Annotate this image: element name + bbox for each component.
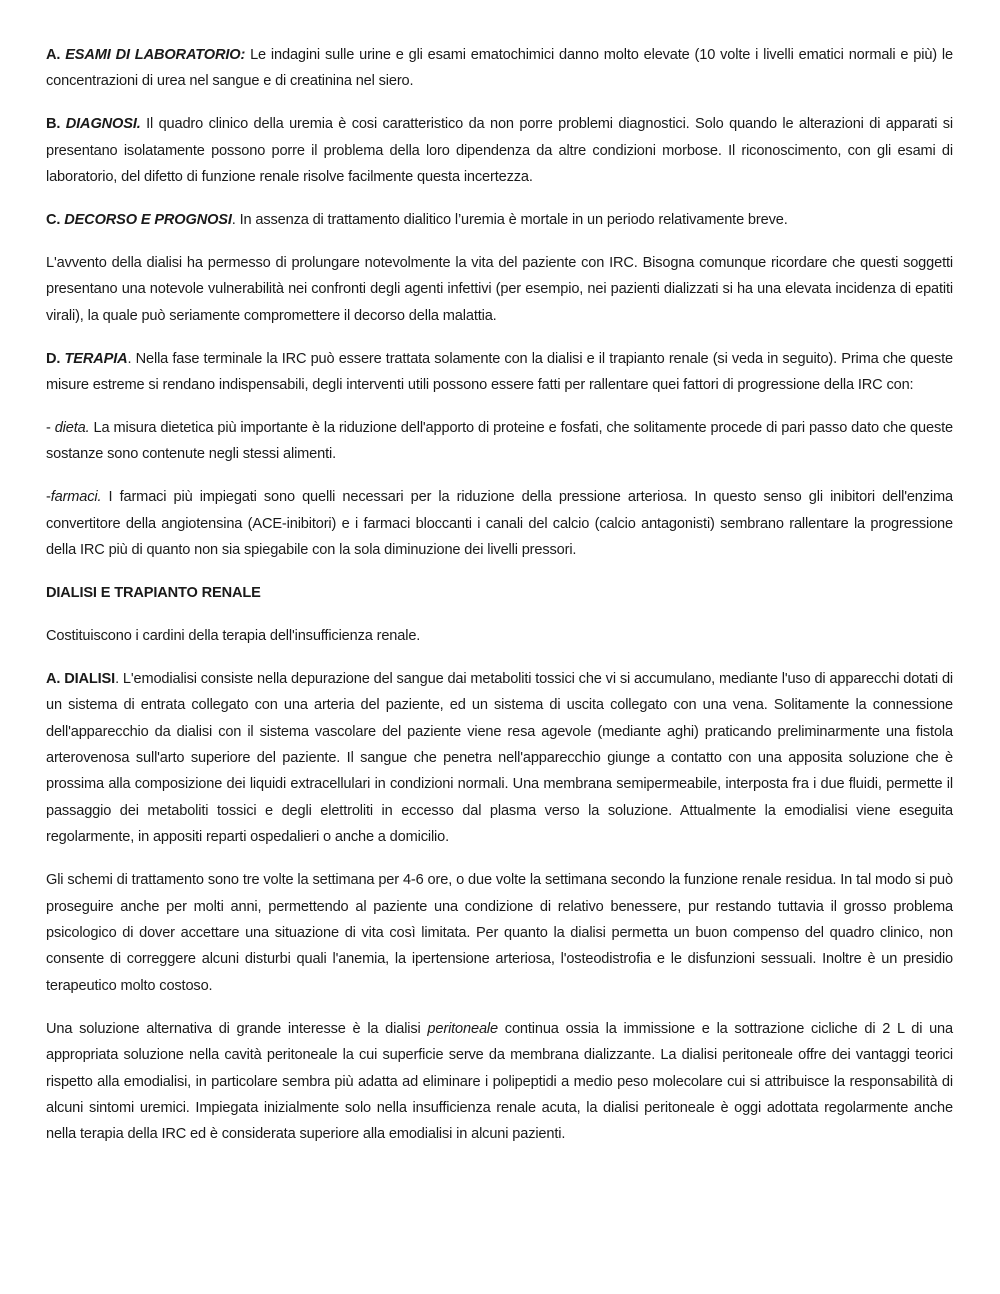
document-page [46, 42, 953, 1164]
section-title: TERAPIA [64, 350, 128, 367]
paragraph-terapia [46, 346, 953, 399]
paragraph-text: Gli schemi di trattamento sono tre volte la settimana per 4-6 ore, o due volte la settimana secondo la funzione renale residua. In tal modo si può proseguire anche per molti anni, permettendo al paziente una condizione di relativo benessere, pur restando tuttavia il grosso problema psicologico di dover accettare una situazione di vita così limitata. Per quanto la dialisi permetta un buon compenso del quadro clinico, non consente di correggere alcuni disturbi quali l'anemia, la ipertensione arteriosa, l'osteodistrofia e le disfunzioni sessuali. Inoltre è un presidio terapeutico molto costoso. [46, 872, 953, 994]
section-letter: A. [46, 47, 61, 63]
paragraph-text: Il quadro clinico della uremia è cosi caratteristico da non porre problemi diagnostici. Solo quando le alterazioni di apparati si presentano isolatamente possono porre il problema della loro dipendenza da altre condizioni morbose. Il riconoscimento, con gli esami di laboratorio, del difetto di funzione renale risolve facilmente questa incertezza. [46, 116, 954, 186]
paragraph-dialisi [46, 666, 953, 851]
paragraph-decorso-prognosi [46, 207, 953, 233]
section-letter: C. [46, 212, 61, 229]
paragraph-text: Costituiscono i cardini della terapia dell'insufficienza renale. [46, 627, 421, 644]
list-item-dieta [46, 415, 953, 468]
paragraph-avvento-dialisi [46, 250, 953, 329]
paragraph-text: Una soluzione alternativa di grande interesse è la dialisi [46, 1020, 428, 1037]
list-prefix: - [46, 419, 55, 436]
paragraph-dialisi-peritoneale [46, 1016, 953, 1148]
paragraph-text: L'avvento della dialisi ha permesso di prolungare notevolmente la vita del paziente con IRC. Bisogna comunque ricordare che questi soggetti presentano una notevole vulnerabilità nei confronti degli agenti infettivi (per esempio, nei pazienti dializzati si ha una elevata incidenza di epatiti virali), la quale può seriamente compromettere il decorso della malattia. [46, 254, 953, 324]
paragraph-esami-laboratorio [46, 42, 953, 95]
list-item-label: dieta. [54, 419, 90, 436]
emphasis-peritoneale: peritoneale [427, 1020, 498, 1037]
section-title: DIAGNOSI. [65, 116, 141, 133]
paragraph-text: Le indagini sulle urine e gli esami ematochimici danno molto elevate (10 volte i livelli ematici normali e più) le concentrazioni di urea nel sangue e di creatinina nel siero. [46, 47, 953, 90]
list-prefix: - [46, 489, 51, 506]
paragraph-text: . L'emodialisi consiste nella depurazione del sangue dai metaboliti tossici che vi si accumulano, mediante l'uso di apparecchi dotati di un sistema di entrata collegato con una arteria del paziente, ed un sistema di uscita collegato con una vena. Solitamente la connessione dell'apparecchio da dialisi con il sistema vascolare del paziente viene resa agevole (mediante aghi) praticando preliminarmente una fistola arterovenosa sull'arto superiore del paziente. Il sangue che penetra nell'apparecchio giunge a contatto con una apposita soluzione che è prossima alla composizione dei liquidi extracellulari in condizioni normali. Una membrana semipermeabile, interposta fra i due fluidi, permette il passaggio dei metaboliti tossici e degli elettroliti in eccesso dal plasma verso la soluzione. Attualmente la emodialisi viene eseguita regolarmente, in appositi reparti ospedalieri o anche a domicilio. [46, 670, 954, 846]
section-title: A. DIALISI [46, 670, 116, 687]
paragraph-text: I farmaci più impiegati sono quelli necessari per la riduzione della pressione arteriosa. In questo senso gli inibitori dell'enzima convertitore della angiotensina (ACE-inibitori) e i farmaci bloccanti i canali del calcio (calcio antagonisti) sembrano rallentare la progressione della IRC più di quanto non sia spiegabile con la sola diminuzione dei livelli pressori. [46, 489, 953, 559]
list-item-label: farmaci. [50, 489, 102, 506]
section-heading-dialisi-trapianto: DIALISI E TRAPIANTO RENALE [46, 585, 261, 601]
paragraph-text: La misura dietetica più importante è la riduzione dell'apporto di proteine e fosfati, che solitamente procede di pari passo dato che queste sostanze sono contenute negli stessi alimenti. [46, 419, 953, 463]
section-letter: B. [46, 116, 61, 133]
section-title: DECORSO E PROGNOSI [64, 212, 232, 229]
section-title: ESAMI DI LABORATORIO: [65, 47, 246, 63]
paragraph-text: . In assenza di trattamento dialitico l’uremia è mortale in un periodo relativamente breve. [231, 212, 788, 229]
paragraph-cardini [46, 623, 953, 649]
paragraph-diagnosi [46, 111, 953, 190]
list-item-farmaci [46, 484, 953, 563]
paragraph-text: continua ossia la immissione e la sottrazione cicliche di 2 L di una appropriata soluzione nella cavità peritoneale la cui superficie serve da membrana dializzante. La dialisi peritoneale offre dei vantaggi teorici rispetto alla emodialisi, in particolare sembra più adatta ad eliminare i polipeptidi a medio peso molecolare cui si attribuisce la responsabilità di alcuni sintomi uremici. Impiegata inizialmente solo nella insufficienza renale acuta, la dialisi peritoneale è oggi adottata regolarmente anche nella terapia della IRC ed è considerata superiore alla emodialisi in alcuni pazienti. [46, 1020, 953, 1143]
paragraph-text: . Nella fase terminale la IRC può essere trattata solamente con la dialisi e il trapianto renale (si veda in seguito). Prima che queste misure estreme si rendano indispensabili, degli interventi utili possono essere fatti per rallentare quei fattori di progressione della IRC con: [46, 350, 954, 394]
paragraph-schemi-trattamento [46, 867, 953, 999]
section-letter: D. [46, 350, 61, 367]
